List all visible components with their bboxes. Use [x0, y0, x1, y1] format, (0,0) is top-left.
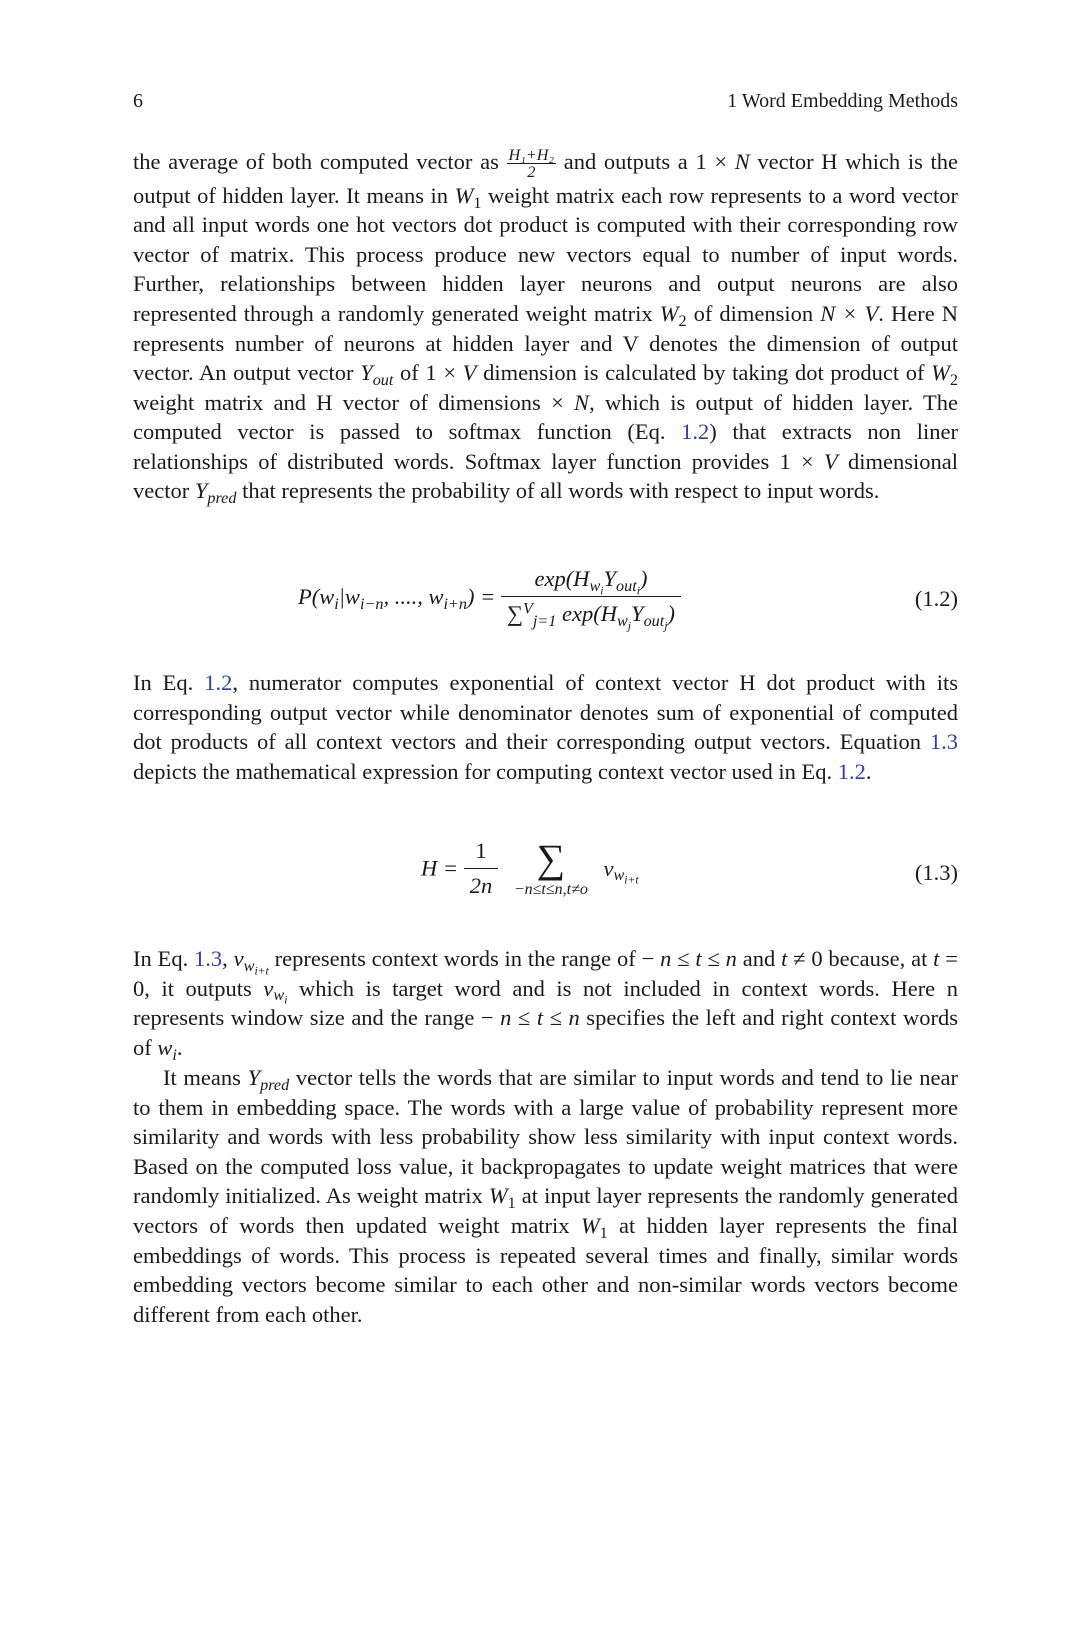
equation-1-2: $P(w_i|w_{i-n}$, ...., $w_{i+n}$) = $\frac{\exp(H_{w_i}Y_{out_i})}{\sum^V_{j=1} \exp(H_{w_j}Y_{out_j})}$ (1.2) — [298, 566, 958, 633]
equation-1-3: H = $\frac{1}{2n}$ ∑ −n≤t≤n,t≠o $v_{w_{i+t}}$ (1.3) — [421, 835, 958, 898]
softmax-fraction: $\frac{\exp(H_{w_i}Y_{out_i})}{\sum^V_{j=1} \exp(H_{w_j}Y_{out_j})}$ — [501, 566, 681, 627]
equation-ref-link[interactable]: 1.2 — [837, 758, 866, 784]
equation-number: (1.3) — [914, 860, 958, 885]
paragraph-2: In Eq. 1.2, numerator computes exponential of context vector H dot product with its corresponding output vector while denominator denotes sum of exponential of computed dot products of all context vectors and their corresponding output vectors. Equation 1.3 depicts the mathematical expression for computing context vector used in Eq. 1.2. — [133, 670, 958, 784]
equation-ref-link[interactable]: 1.3 — [194, 946, 223, 971]
paragraph-3: In Eq. 1.3, $v_{w_{i+t}}$ represents context words in the range of − n ≤ t ≤ n and t ≠ 0 because, at t = 0, it outputs $v_{w_i}$ which is target word and is not included in context words. Here n represents window size and the range − n ≤ t ≤ n specifies the left and right context words of $w_i$. — [133, 946, 958, 1064]
page-header — [133, 86, 958, 116]
paragraph-1: the average of both computed vector as $\frac{\text{H₁+H₂}}{2}$ and outputs a 1 × N vector H which is the output of hidden layer. It means in $W_1$ weight matrix each row represents to a word vector and all input words one hot vectors dot product is computed with their corresponding row vector of matrix. This process produce new vectors equal to number of input words. Further, relationships between hidden layer neurons and output neurons are also represented through a randomly generated weight matrix $W_2$ of dimension N × V. Here N represents number of neurons at hidden layer and V denotes the dimension of output vector. An output vector $Y_{out}$ of 1 × V dimension is calculated by taking dot product of $W_2$ weight matrix and H vector of dimensions × N, which is output of hidden layer. The computed vector is passed to softmax function (Eq. 1.2) that extracts non liner relationships of distributed words. Softmax layer function provides 1 × V dimensional vector $Y_{pred}$ that represents the probability of all words with respect to input words. — [133, 146, 959, 508]
equation-ref-link[interactable]: 1.2 — [681, 419, 710, 445]
running-head: 1 Word Embedding Methods — [727, 90, 958, 112]
page-number: 6 — [133, 90, 143, 112]
context-fraction: $\frac{1}{2n}$ — [464, 838, 499, 899]
equation-number: (1.2) — [914, 586, 958, 611]
paragraph-4: It means $Y_{pred}$ vector tells the words that are similar to input words and tend to lie near to them in embedding space. The words with a large value of probability represent more similarity and words with less probability show less similarity with input context words. Based on the computed loss value, it backpropagates to update weight matrices that were randomly initialized. As weight matrix $W_1$ at input layer represents the randomly generated vectors of words then updated weight matrix $W_1$ at hidden layer represents the final embeddings of words. This process is repeated several times and finally, similar words embedding vectors become similar to each other and non-similar words vectors become different from each other. — [133, 1065, 959, 1327]
equation-ref-link[interactable]: 1.3 — [929, 729, 958, 755]
equation-ref-link[interactable]: 1.2 — [204, 670, 233, 695]
summation: ∑ −n≤t≤n,t≠o — [513, 835, 588, 898]
inline-fraction: $\frac{\text{H₁+H₂}}{2}$ — [508, 146, 555, 182]
